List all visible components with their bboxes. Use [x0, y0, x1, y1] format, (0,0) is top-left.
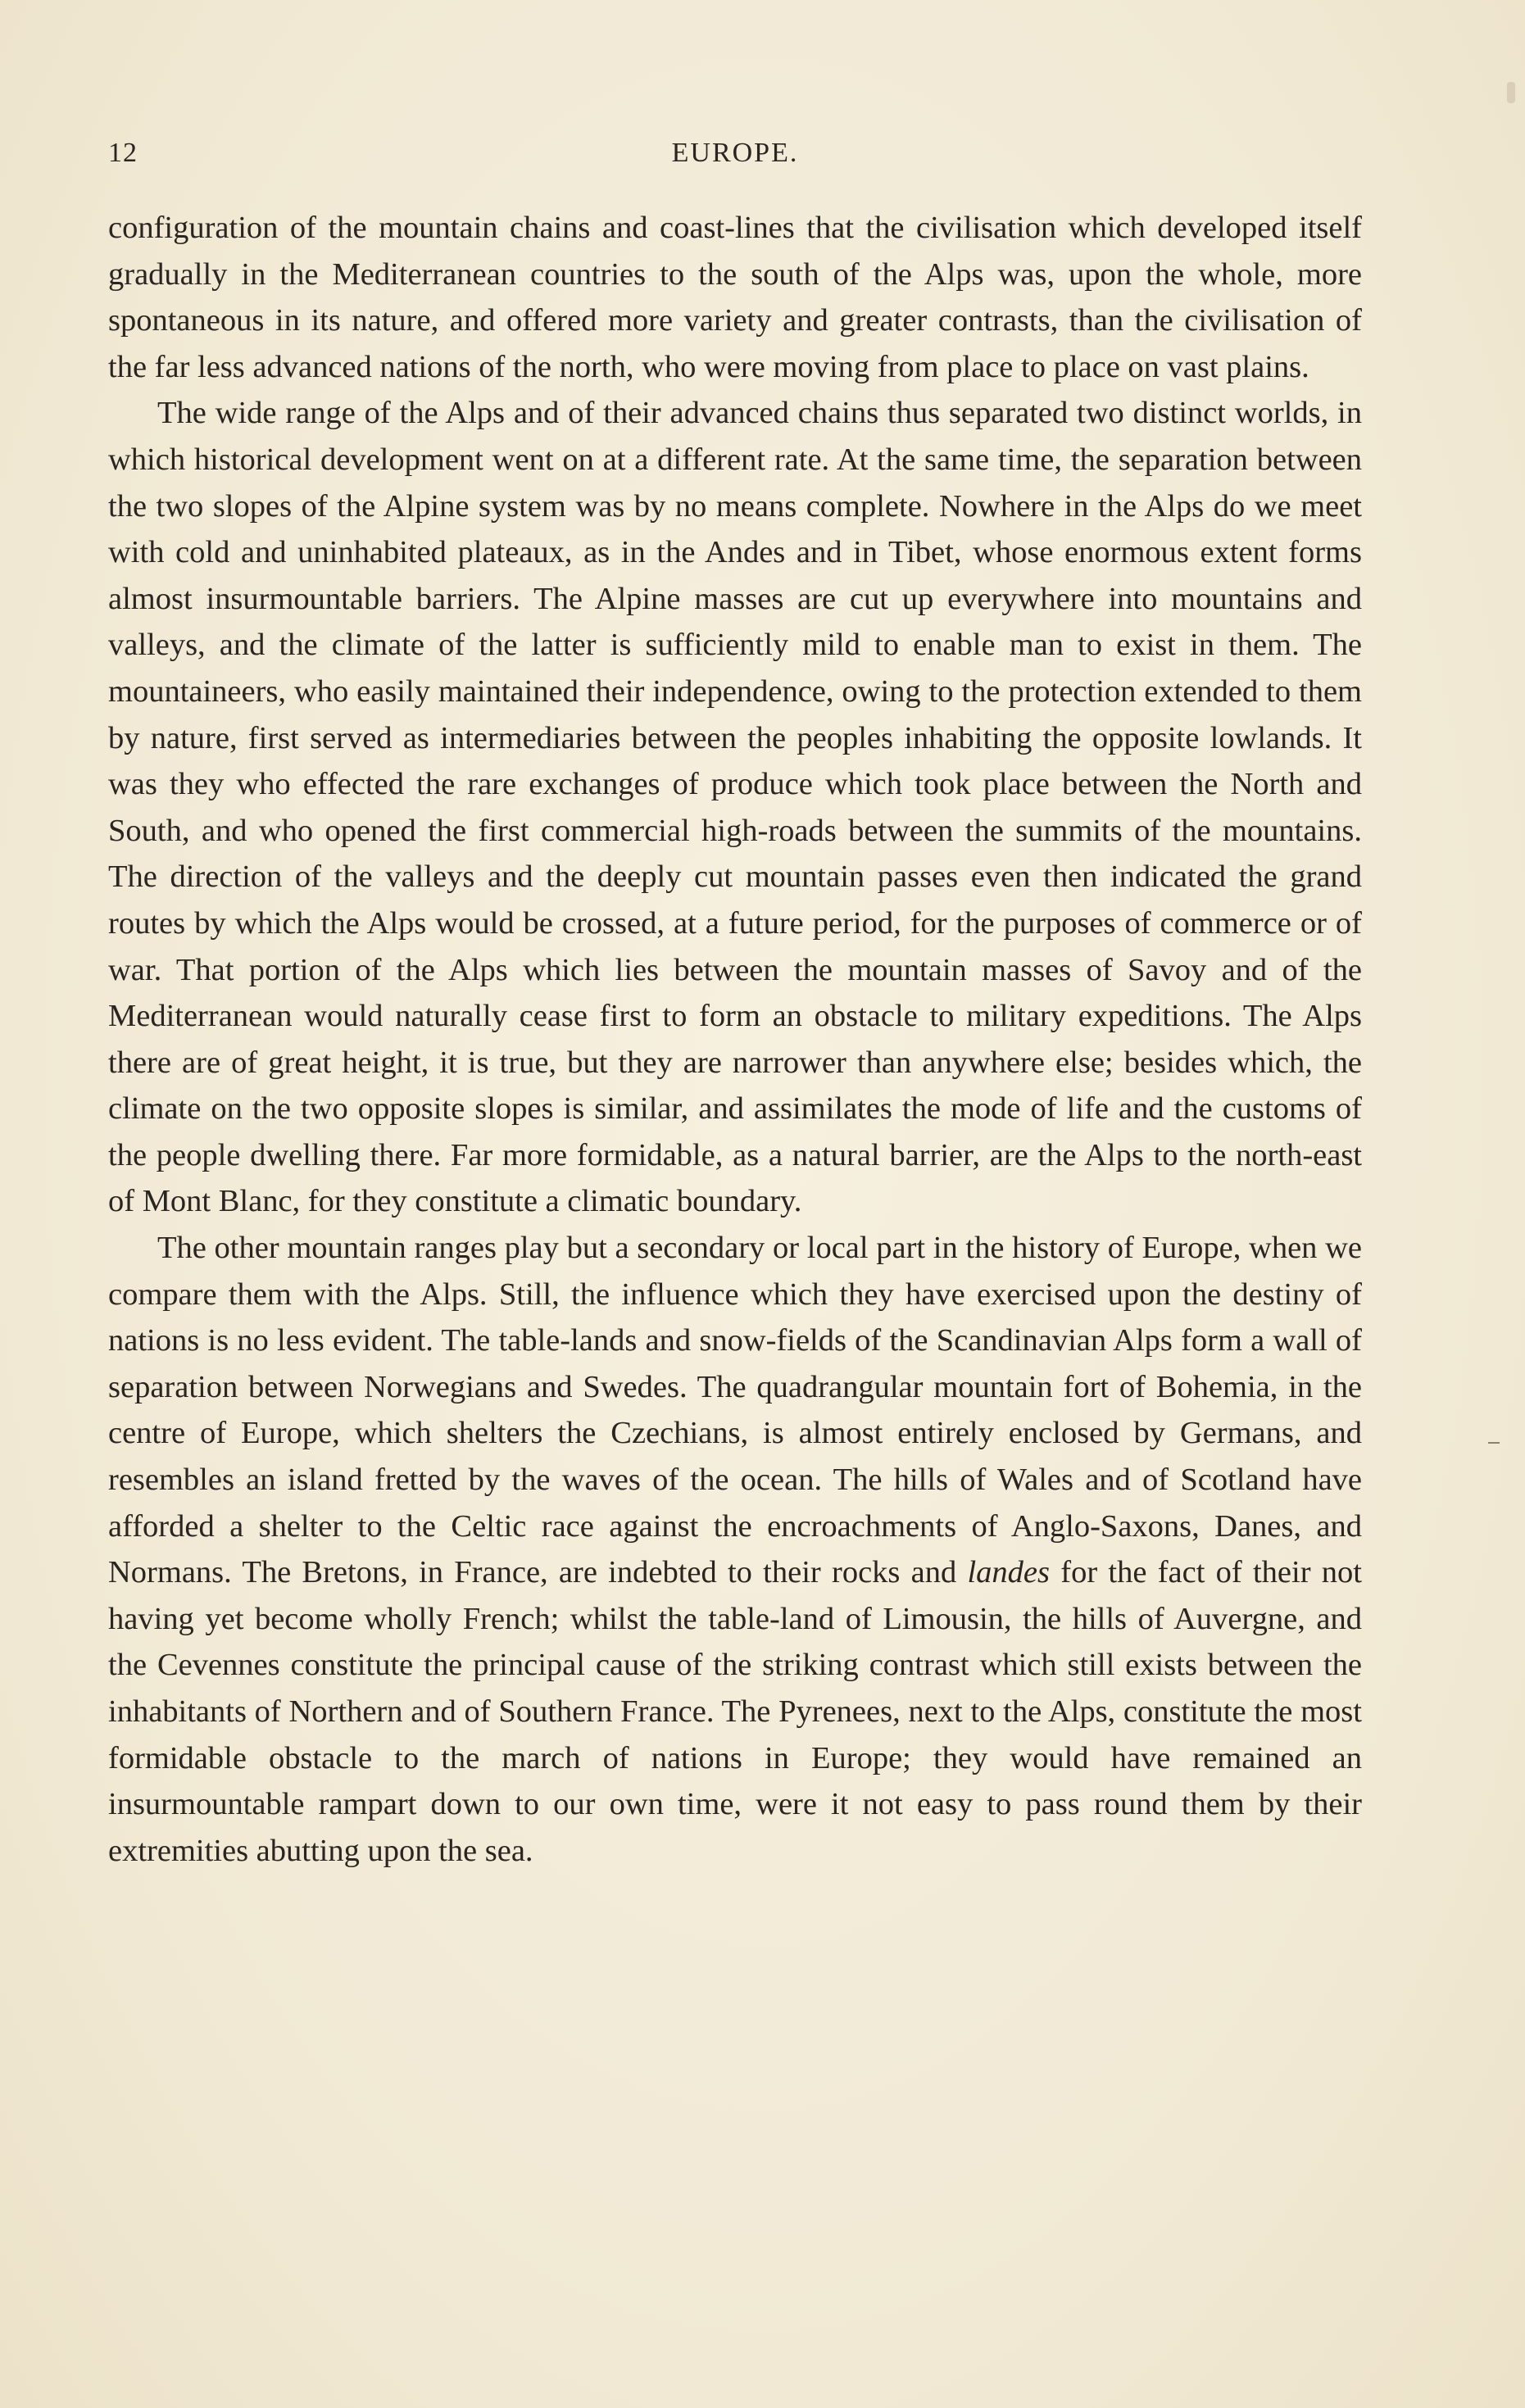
- page-number: 12: [108, 138, 138, 168]
- paragraph: The wide range of the Alps and of their advanced chains thus separated two distinct worlds, in which historical development went on at a different rate. At the same time, the separation between the two slopes of the Alpine system was by no means complete. Nowhere in the Alps do we meet with cold and uninhabited plateaux, as in the Andes and in Tibet, whose enormous extent forms almost insurmountable barriers. The Alpine masses are cut up everywhere into mountains and valleys, and the climate of the latter is sufficiently mild to enable man to exist in them. The mountaineers, who easily maintained their independence, owing to the protection extended to them by nature, first served as intermediaries between the peoples inhabiting the opposite lowlands. It was they who effected the rare exchanges of produce which took place between the North and South, and who opened the first commercial high-roads between the summits of the mountains. The direction of the valleys and the deeply cut mountain passes even then indicated the grand routes by which the Alps would be crossed, at a future period, for the purposes of commerce or of war. That portion of the Alps which lies between the mountain masses of Savoy and of the Mediterranean would naturally cease first to form an obstacle to military expeditions. The Alps there are of great height, it is true, but they are narrower than anywhere else; besides which, the climate on the two opposite slopes is similar, and assimilates the mode of life and the customs of the people dwelling there. Far more formidable, as a natural barrier, are the Alps to the north-east of Mont Blanc, for they constitute a climatic boundary.: [108, 396, 1362, 1219]
- paragraph: [108, 1225, 1362, 1874]
- body-text: [108, 205, 1362, 1874]
- page-edge-mark: [1507, 82, 1515, 103]
- running-header: [108, 138, 1362, 175]
- running-title: EUROPE.: [671, 138, 799, 168]
- paragraph-text: for the fact of their not having yet become wholly French; whilst the table-land of Limousin, the hills of Auvergne, and the Cevennes constitute the principal cause of the striking contrast which still exists between the inhabitants of Northern and of Southern France. The Pyrenees, next to the Alps, constitute the most formidable obstacle to the march of nations in Europe; they would have remained an insurmountable rampart down to our own time, were it not easy to pass round them by their extremities abutting upon the sea.: [108, 1555, 1362, 1868]
- paragraph-continued: configuration of the mountain chains and coast-lines that the civilisation which developed itself gradually in the Mediterranean countries to the south of the Alps was, upon the whole, more spontaneous in its nature, and offered more variety and greater contrasts, than the civilisation of the far less advanced nations of the north, who were moving from place to place on vast plains.: [108, 211, 1362, 384]
- italic-term: landes: [967, 1555, 1051, 1590]
- paragraph-text: The other mountain ranges play but a secondary or local part in the history of Europe, when we compare them with the Alps. Still, the influence which they have exercised upon the destiny of nations is no less evident. The table-lands and snow-fields of the Scandinavian Alps form a wall of separation between Norwegians and Swedes. The quadrangular mountain fort of Bohemia, in the centre of Europe, which shelters the Czechians, is almost entirely enclosed by Germans, and resembles an island fretted by the waves of the ocean. The hills of Wales and of Scotland have afforded a shelter to the Celtic race against the encroachments of Anglo-Saxons, Danes, and Normans. The Bretons, in France, are indebted to their rocks and: [108, 1231, 1362, 1590]
- margin-dash: [1488, 1442, 1500, 1444]
